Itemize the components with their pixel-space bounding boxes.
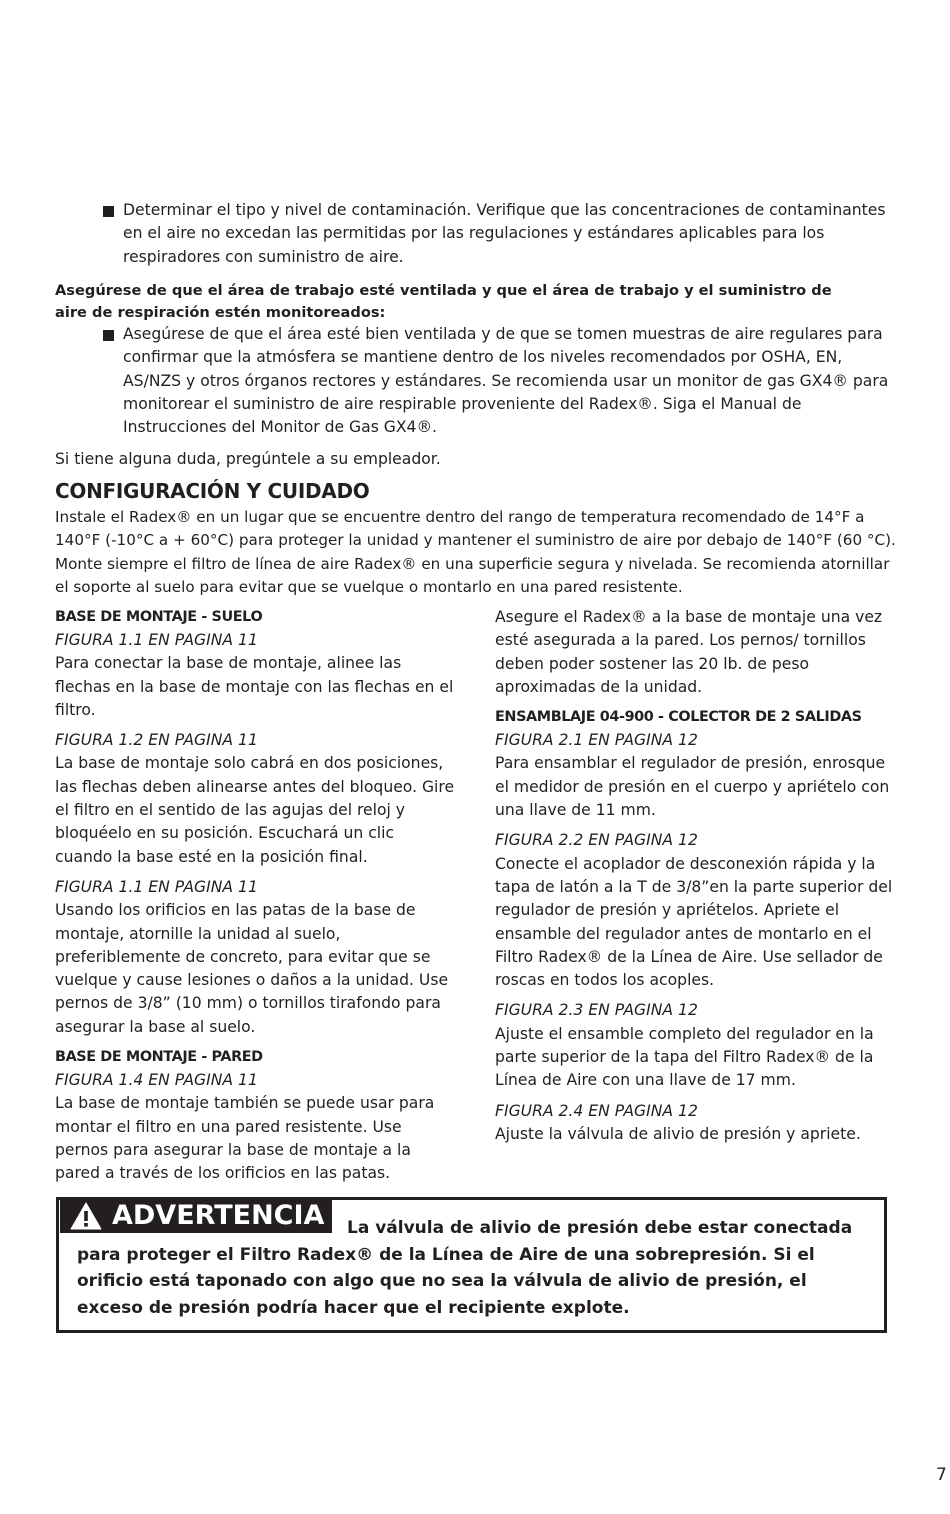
paragraph: Para ensamblar el regulador de presión, enrosque el medidor de presión en el cuerpo y apriételo con una llave de 11 mm. <box>495 754 890 820</box>
warning-text: La válvula de alivio de presión debe estar conectada para proteger el Filtro Radex® de la Línea de Aire de una sobrepresión. Si el orificio está taponado con algo que no sea la válvula de alivio de presión, el exceso de presión podría hacer que el recipiente explote. <box>77 1218 853 1318</box>
paragraph: La base de montaje también se puede usar para montar el filtro en una pared resistente. Use pernos para asegurar la base de montaje a la pared a través de los orificios en las patas. <box>55 1094 435 1183</box>
paragraph: La base de montaje solo cabrá en dos posiciones, las flechas deben alinearse antes del bloqueo. Gire el filtro en el sentido de las agujas del reloj y bloquéelo en su posición. Escuchará un clic cuando la base esté en la posición final. <box>55 754 455 866</box>
square-bullet-icon <box>103 330 114 341</box>
figure-ref: FIGURA 2.2 EN PAGINA 12 <box>495 831 698 850</box>
figure-ref: FIGURA 1.1 EN PAGINA 11 <box>55 631 258 649</box>
paragraph: Asegure el Radex® a la base de montaje una vez esté asegurada a la pared. Los pernos/ tornillos deben poder sostener las 20 lb. de peso aproximadas de la unidad. <box>495 608 883 696</box>
page-number: 7 <box>936 1465 947 1485</box>
section-title: CONFIGURACIÓN Y CUIDADO <box>55 479 370 503</box>
paragraph: Ajuste el ensamble completo del regulador en la parte superior de la tapa del Filtro Radex® de la Línea de Aire con una llave de 17 mm. <box>495 1024 874 1090</box>
assembly-heading: ENSAMBLAJE 04-900 - COLECTOR DE 2 SALIDAS <box>495 709 862 726</box>
paragraph: Para conectar la base de montaje, alinee las flechas en la base de montaje con las flechas en el filtro. <box>55 654 454 719</box>
paragraph: Ajuste la válvula de alivio de presión y apriete. <box>495 1124 861 1143</box>
bullet-contamination <box>103 199 903 269</box>
left-column <box>55 606 455 1186</box>
figure-ref: FIGURA 1.2 EN PAGINA 11 <box>55 731 258 750</box>
paragraph: Usando los orificios en las patas de la base de montaje, atornille la unidad al suelo, preferiblemente de concreto, para evitar que se vuelque y cause lesiones o daños a la unidad. Use pernos de 3/8” (10 mm) o tornillos tirafondo para asegurar la base al suelo. <box>55 901 449 1036</box>
bullet-text: Asegúrese de que el área esté bien ventilada y de que se tomen muestras de aire regulares para confirmar que la atmósfera se mantiene dentro de los niveles recomendados por OSHA, EN, AS/NZS y otros órganos rectores y estándares. Se recomienda usar un monitor de gas GX4® para monitorear el suministro de aire respirable proveniente del Radex®. Siga el Manual de Instrucciones del Monitor de Gas GX4®. <box>123 325 889 437</box>
figure-ref: FIGURA 2.4 EN PAGINA 12 <box>495 1101 698 1120</box>
right-column <box>495 606 895 1146</box>
wall-mount-heading: BASE DE MONTAJE - PARED <box>55 1049 263 1066</box>
figure-ref: FIGURA 2.3 EN PAGINA 12 <box>495 1001 698 1020</box>
paragraph: Conecte el acoplador de desconexión rápida y la tapa de latón a la T de 3/8”en la parte superior del regulador de presión y apriételos. Apriete el ensamble del regulador antes de montarlo en el Filtro Radex® de la Línea de Aire. Use sellador de roscas en todos los acoples. <box>495 854 893 990</box>
figure-ref: FIGURA 1.4 EN PAGINA 11 <box>55 1071 258 1090</box>
figure-ref: FIGURA 1.1 EN PAGINA 11 <box>55 877 258 896</box>
floor-mount-heading: BASE DE MONTAJE - SUELO <box>55 609 263 625</box>
question-note: Si tiene alguna duda, pregúntele a su empleador. <box>55 450 441 468</box>
figure-ref: FIGURA 2.1 EN PAGINA 12 <box>495 731 698 750</box>
square-bullet-icon <box>103 206 114 217</box>
section-intro: Instale el Radex® en un lugar que se encuentre dentro del rango de temperatura recomendado de 14°F a 140°F (-10°C a + 60°C) para proteger la unidad y mantener el suministro de aire por debajo de 140°F (60 °C). Monte siempre el filtro de línea de aire Radex® en una superficie segura y nivelada. Se recomienda atornillar el soporte al suelo para evitar que se vuelque o montarlo en una pared resistente. <box>55 508 896 596</box>
bullet-text: Determinar el tipo y nivel de contaminación. Verifique que las concentraciones de contaminantes en el aire no excedan las permitidas por las regulaciones y estándares aplicables para los respiradores con suministro de aire. <box>123 201 886 266</box>
warning-label-text: ADVERTENCIA <box>112 1200 325 1231</box>
ventilation-heading: Asegúrese de que el área de trabajo esté ventilada y que el área de trabajo y el suministro de aire de respiración estén monitoreados: <box>55 282 832 321</box>
bullet-ventilation <box>103 323 903 439</box>
